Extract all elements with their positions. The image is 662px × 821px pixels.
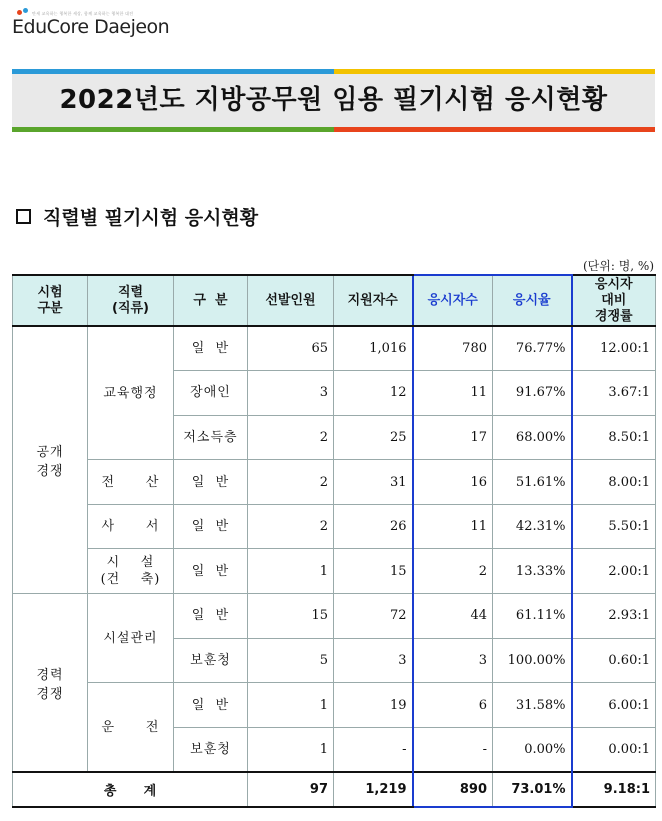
table-row xyxy=(13,326,656,371)
takers-cell: 11 xyxy=(413,371,493,416)
applicants-cell: - xyxy=(334,727,413,772)
series-cell: 시설관리 xyxy=(88,594,174,683)
selected-cell: 5 xyxy=(248,638,334,683)
selected-cell: 2 xyxy=(248,460,334,505)
series-cell: 시 설 (건 축) xyxy=(88,549,174,594)
header-exam-type: 시험 구분 xyxy=(13,275,88,326)
selected-cell: 1 xyxy=(248,549,334,594)
takers-cell: 44 xyxy=(413,594,493,639)
selected-cell: 2 xyxy=(248,504,334,549)
applicants-cell: 3 xyxy=(334,638,413,683)
rate-cell: 51.61% xyxy=(493,460,572,505)
competition-cell: 2.93:1 xyxy=(572,594,656,639)
selected-cell: 2 xyxy=(248,415,334,460)
category-cell: 보훈청 xyxy=(174,638,248,683)
table-row xyxy=(13,683,656,728)
category-cell: 저소득층 xyxy=(174,415,248,460)
takers-cell: 11 xyxy=(413,504,493,549)
takers-cell: 780 xyxy=(413,326,493,371)
selected-cell: 65 xyxy=(248,326,334,371)
section-heading xyxy=(16,203,258,230)
selected-cell: 1 xyxy=(248,727,334,772)
title-bar-bottom-left xyxy=(12,127,334,132)
competition-cell: 0.00:1 xyxy=(572,727,656,772)
table-body xyxy=(13,326,656,807)
competition-cell: 5.50:1 xyxy=(572,504,656,549)
category-cell: 일 반 xyxy=(174,549,248,594)
series-cell: 교육행정 xyxy=(88,326,174,460)
takers-cell: - xyxy=(413,727,493,772)
applicants-cell: 15 xyxy=(334,549,413,594)
header-selected: 선발인원 xyxy=(248,275,334,326)
rate-cell: 61.11% xyxy=(493,594,572,639)
takers-cell: 6 xyxy=(413,683,493,728)
logo-dot-blue xyxy=(23,8,28,13)
category-cell: 일 반 xyxy=(174,683,248,728)
total-competition: 9.18:1 xyxy=(572,772,656,807)
header-category: 구 분 xyxy=(174,275,248,326)
title-banner xyxy=(12,69,655,132)
competition-cell: 3.67:1 xyxy=(572,371,656,416)
applicants-cell: 31 xyxy=(334,460,413,505)
category-cell: 일 반 xyxy=(174,326,248,371)
category-cell: 일 반 xyxy=(174,504,248,549)
applicants-cell: 19 xyxy=(334,683,413,728)
logo-dot-red xyxy=(17,10,22,15)
applicants-cell: 25 xyxy=(334,415,413,460)
exam-type-cell: 공개 경쟁 xyxy=(13,326,88,594)
rate-cell: 31.58% xyxy=(493,683,572,728)
selected-cell: 15 xyxy=(248,594,334,639)
total-row xyxy=(13,772,656,807)
total-takers: 890 xyxy=(413,772,493,807)
applicants-cell: 1,016 xyxy=(334,326,413,371)
square-bullet-icon xyxy=(16,209,31,224)
rate-cell: 68.00% xyxy=(493,415,572,460)
category-cell: 일 반 xyxy=(174,594,248,639)
table-row xyxy=(13,549,656,594)
series-cell: 전 산 xyxy=(88,460,174,505)
header-series: 직렬 (직류) xyxy=(88,275,174,326)
category-cell: 장애인 xyxy=(174,371,248,416)
rate-cell: 13.33% xyxy=(493,549,572,594)
total-label: 총 계 xyxy=(13,772,248,807)
competition-cell: 8.50:1 xyxy=(572,415,656,460)
educore-logo xyxy=(12,6,212,46)
competition-cell: 0.60:1 xyxy=(572,638,656,683)
rate-cell: 91.67% xyxy=(493,371,572,416)
table-row xyxy=(13,594,656,639)
title-panel xyxy=(12,74,655,127)
table-row xyxy=(13,460,656,505)
rate-cell: 0.00% xyxy=(493,727,572,772)
selected-cell: 3 xyxy=(248,371,334,416)
rate-cell: 100.00% xyxy=(493,638,572,683)
section-heading-text: 직렬별 필기시험 응시현황 xyxy=(43,207,259,229)
series-cell: 사 서 xyxy=(88,504,174,549)
competition-cell: 2.00:1 xyxy=(572,549,656,594)
takers-cell: 16 xyxy=(413,460,493,505)
exam-type-cell: 경력 경쟁 xyxy=(13,594,88,772)
unit-note: (단위: 명, %) xyxy=(582,259,654,273)
table-header-row xyxy=(13,275,656,326)
header-rate: 응시율 xyxy=(493,275,572,326)
takers-cell: 17 xyxy=(413,415,493,460)
takers-cell: 2 xyxy=(413,549,493,594)
header-competition: 응시자 대비 경쟁률 xyxy=(572,275,656,326)
title-bar-bottom-right xyxy=(334,127,655,132)
takers-cell: 3 xyxy=(413,638,493,683)
rate-cell: 76.77% xyxy=(493,326,572,371)
total-applicants: 1,219 xyxy=(334,772,413,807)
applicants-cell: 12 xyxy=(334,371,413,416)
rate-cell: 42.31% xyxy=(493,504,572,549)
logo-tagline: 만세 교육하는 행복한 세상, 함께 교육하는 행복한 대전 xyxy=(32,11,134,16)
competition-cell: 6.00:1 xyxy=(572,683,656,728)
table-row xyxy=(13,504,656,549)
competition-cell: 8.00:1 xyxy=(572,460,656,505)
total-rate: 73.01% xyxy=(493,772,572,807)
logo-wordmark: EduCore Daejeon xyxy=(12,16,170,38)
category-cell: 일 반 xyxy=(174,460,248,505)
selected-cell: 1 xyxy=(248,683,334,728)
page-title: 2022년도 지방공무원 임용 필기시험 응시현황 xyxy=(59,85,608,115)
applicants-cell: 26 xyxy=(334,504,413,549)
header-applicants: 지원자수 xyxy=(334,275,413,326)
series-cell: 운 전 xyxy=(88,683,174,772)
category-cell: 보훈청 xyxy=(174,727,248,772)
header-takers: 응시자수 xyxy=(413,275,493,326)
applicants-cell: 72 xyxy=(334,594,413,639)
competition-cell: 12.00:1 xyxy=(572,326,656,371)
total-selected: 97 xyxy=(248,772,334,807)
exam-status-table xyxy=(12,274,656,808)
